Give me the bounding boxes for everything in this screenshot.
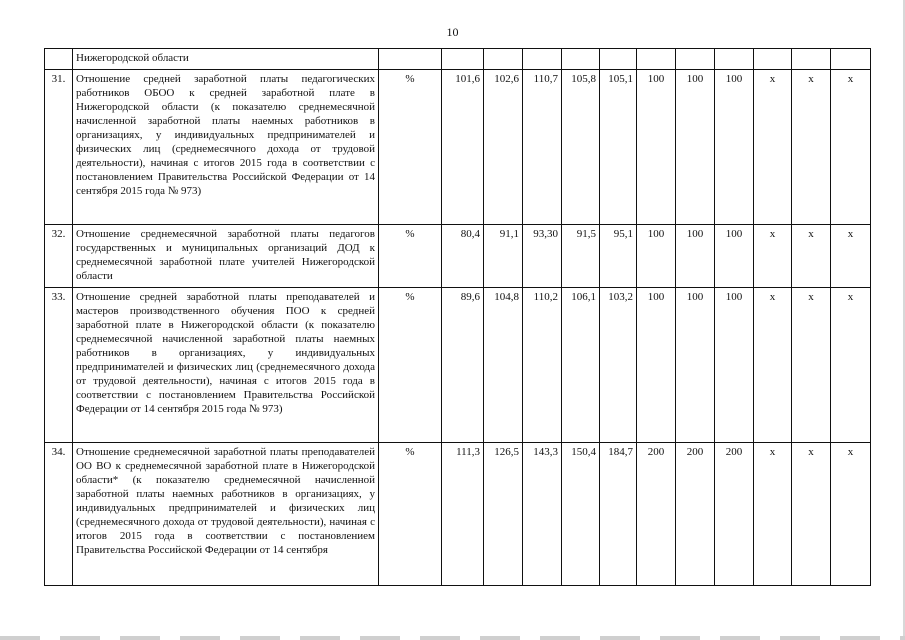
indicator-description-cell: Отношение средней заработной платы преподавателей и мастеров производственного обучения ПОО к средней заработной плате в Нижегородской области (к показателю среднемесячной начисленной заработной платы наемных работников в организациях, у индивидуальных предпринимателей и физических лиц (среднемесячного дохода от трудовой деятельности), начиная с итогов 2015 года в соответствии с постановлением Правительства Российской Федерации от 14 сентября 2015 года № 973) [73,288,379,443]
value-cell: 93,30 [523,225,562,288]
value-cell: 89,6 [442,288,484,443]
target-cell: 100 [637,70,676,225]
value-cell: 106,1 [562,288,600,443]
table-row [45,443,871,586]
empty-cell [676,49,715,70]
target-cell: 100 [676,288,715,443]
row-number-cell: 33. [45,288,73,443]
x-cell: х [792,70,831,225]
x-cell: х [754,225,792,288]
table-row [45,225,871,288]
value-cell: 143,3 [523,443,562,586]
value-cell: 103,2 [600,288,637,443]
target-cell: 200 [637,443,676,586]
value-cell: 105,1 [600,70,637,225]
x-cell: х [754,70,792,225]
value-cell: 126,5 [484,443,523,586]
value-cell: 102,6 [484,70,523,225]
table-row [45,288,871,443]
unit-cell: % [379,70,442,225]
empty-cell [562,49,600,70]
indicator-description-cell: Отношение средней заработной платы педагогических работников ОБОО к средней заработной плате в Нижегородской области (к показателю среднемесячной начисленной заработной платы наемных работников в организациях, у индивидуальных предпринимателей и физических лиц (среднемесячного дохода от трудовой деятельности), начиная с итогов 2015 года в соответствии с постановлением Правительства Российской Федерации от 14 сентября 2015 года № 973) [73,70,379,225]
x-cell: х [792,288,831,443]
empty-cell [715,49,754,70]
target-cell: 100 [637,225,676,288]
empty-cell [831,49,871,70]
value-cell: 95,1 [600,225,637,288]
row-number-cell [45,49,73,70]
row-number-cell: 32. [45,225,73,288]
x-cell: х [792,225,831,288]
value-cell: 91,5 [562,225,600,288]
empty-cell [792,49,831,70]
empty-cell [484,49,523,70]
value-cell: 105,8 [562,70,600,225]
indicators-table [44,48,871,586]
value-cell: 150,4 [562,443,600,586]
target-cell: 100 [676,225,715,288]
target-cell: 100 [715,225,754,288]
empty-cell [379,49,442,70]
x-cell: х [792,443,831,586]
value-cell: 110,2 [523,288,562,443]
x-cell: х [754,288,792,443]
target-cell: 100 [676,70,715,225]
x-cell: х [831,225,871,288]
x-cell: х [831,70,871,225]
indicator-description-cell: Отношение среднемесячной заработной платы педагогов государственных и муниципальных организаций ДОД к среднемесячной заработной плате учителей Нижегородской области [73,225,379,288]
target-cell: 100 [637,288,676,443]
x-cell: х [831,288,871,443]
x-cell: х [831,443,871,586]
x-cell: х [754,443,792,586]
table-row [45,49,871,70]
row-number-cell: 31. [45,70,73,225]
row-number-cell: 34. [45,443,73,586]
empty-cell [523,49,562,70]
target-cell: 100 [715,70,754,225]
value-cell: 91,1 [484,225,523,288]
value-cell: 184,7 [600,443,637,586]
table-row [45,70,871,225]
value-cell: 111,3 [442,443,484,586]
target-cell: 100 [715,288,754,443]
target-cell: 200 [676,443,715,586]
empty-cell [600,49,637,70]
unit-cell: % [379,288,442,443]
scan-bottom-edge [0,636,905,640]
page-number: 10 [446,25,459,39]
value-cell: 101,6 [442,70,484,225]
unit-cell: % [379,443,442,586]
indicator-description-cell: Нижегородской области [73,49,379,70]
indicator-description-cell: Отношение среднемесячной заработной платы преподавателей ОО ВО к среднемесячной заработной плате в Нижегородской области* (к показателю среднемесячной начисленной заработной платы наемных работников в организациях, у индивидуальных предпринимателей и физических лиц (среднемесячного дохода от трудовой деятельности), начиная с итогов 2015 года в соответствии с постановлением Правительства Российской Федерации от 14 сентября [73,443,379,586]
empty-cell [637,49,676,70]
empty-cell [754,49,792,70]
target-cell: 200 [715,443,754,586]
value-cell: 110,7 [523,70,562,225]
value-cell: 80,4 [442,225,484,288]
empty-cell [442,49,484,70]
value-cell: 104,8 [484,288,523,443]
unit-cell: % [379,225,442,288]
